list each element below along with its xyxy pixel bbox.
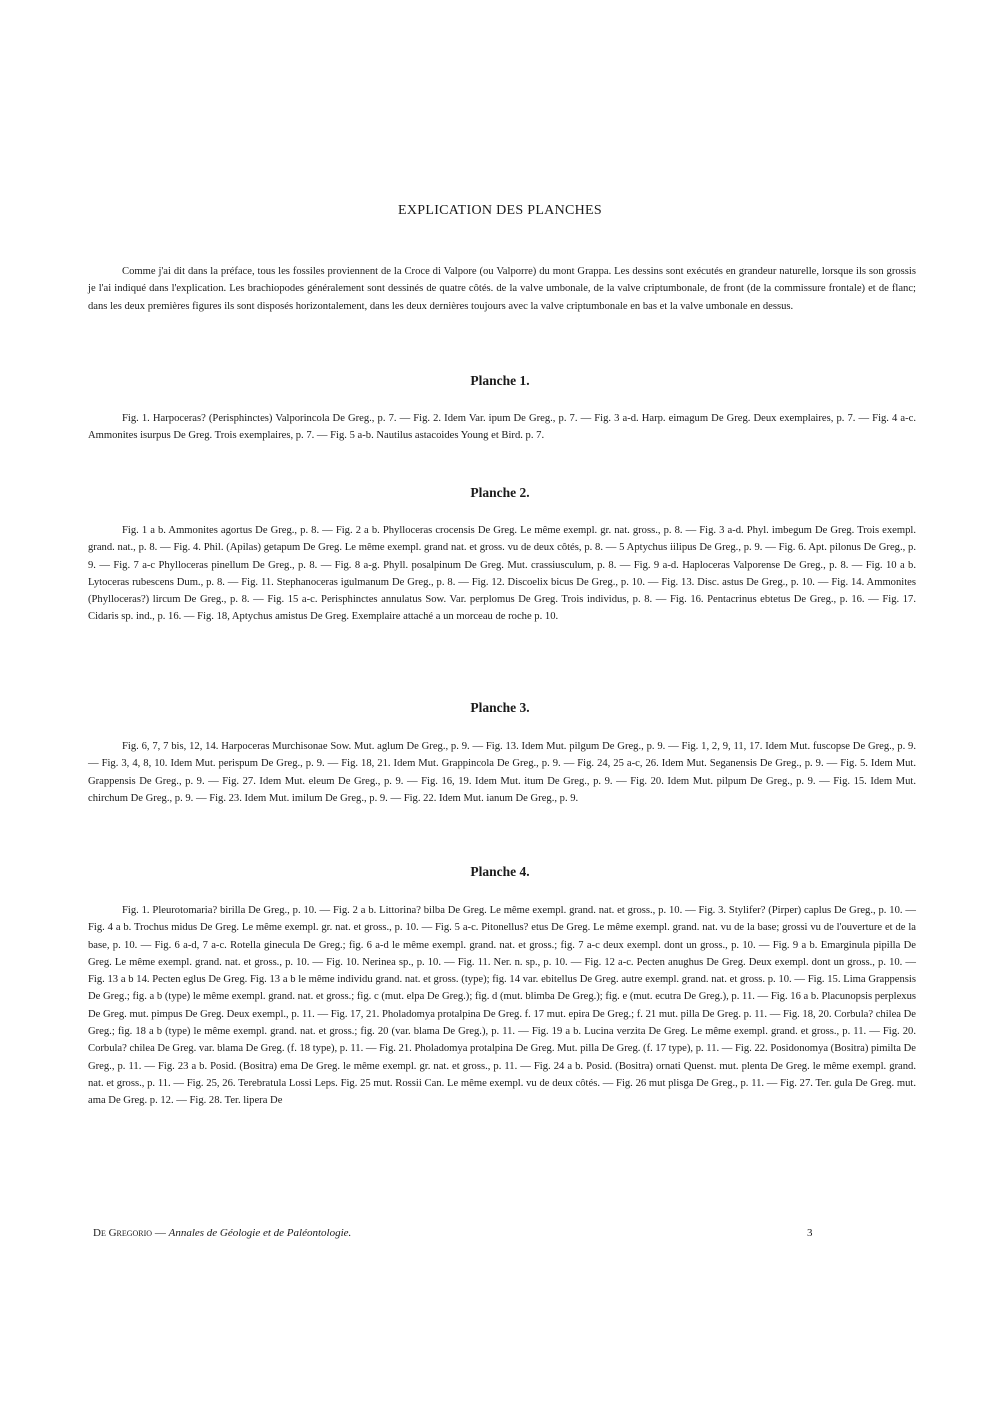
plate-1-text: Fig. 1. Harpoceras? (Perisphinctes) Valporincola De Greg., p. 7. — Fig. 2. Idem Var. ipum De Greg., p. 7. — Fig. 3 a-d. Harp. eimagum De Greg. Deux exemplaires, p. 7. — Fig. 4 a-c. Ammonites isurpus De Greg. Trois exemplaires, p. 7. — Fig. 5 a-b. Nautilus astacoides Young et Bird. p. 7. xyxy=(88,413,916,442)
intro-paragraph: Comme j'ai dit dans la préface, tous les fossiles proviennent de la Croce di Valpore (ou Valporre) du mont Grappa. Les dessins sont exécutés en grandeur naturelle, lorsque ils son grossis je l'ai indiqué dans l'explication. Les brachiopodes généralement sont dessinés de quatre côtés. de la valve umbonale, de la valve criptumbonale, de front (de la commissure frontale) et de flanc; dans les deux premières figures ils sont disposés horizontalement, dans les deux dernières toujours avec la valve criptumbonale en bas et la valve umbonale en dessus. xyxy=(88,266,916,312)
plate-1-title: Planche 1. xyxy=(470,373,530,388)
plate-3-title: Planche 3. xyxy=(470,700,530,715)
page-title: EXPLICATION DES PLANCHES xyxy=(398,203,602,218)
page-number: 3 xyxy=(807,1227,813,1239)
plate-4-title: Planche 4. xyxy=(470,864,530,879)
footer-journal: Annales de Géologie et de Paléontologie. xyxy=(168,1227,352,1239)
plate-4-text: Fig. 1. Pleurotomaria? birilla De Greg., p. 10. — Fig. 2 a b. Littorina? bilba De Greg. Le même exempl. grand. nat. et gross., p. 10. — Fig. 3. Stylifer? (Pirper) caplus De Greg., p. 10. — Fig. 4 a b. Trochus midus De Greg. Le même exempl. gr. nat. et gross., p. 10. — Fig. 5 a-c. Pitonellus? etus De Greg. Le même exempl. grand. nat. vu de la base; grossi vu de l'ouverture et de la base, p. 10. — Fig. 6 a-d, 7 a-c. Rotella ginecula De Greg.; fig. 6 a-d le même exempl. grand. nat. et gross.; fig. 7 a-c deux exempl. dont un gross., p. 10. — Fig. 9 a b. Emarginula pipilla De Greg. Le même exempl. grand. nat. et gross., p. 10. — Fig. 10. Nerinea sp., p. 10. — Fig. 11. Ner. n. sp., p. 10. — Fig. 12 a-c. Pecten anughus De Greg. Deux exempl. dont un gross., p. 10. — Fig. 13 a b 14. Pecten eglus De Greg. Fig. 13 a b le même individu grand. nat. et gross. (type); fig. 14 var. ebitellus De Greg. autre exempl. grand. nat. et gross. p. 10. — Fig. 15. Lima Grappensis De Greg.; fig. a b (type) le même exempl. grand. nat. et gross.; fig. c (mut. elpa De Greg.); fig. d (mut. blimba De Greg.); fig. e (mut. ecutra De Greg.), p. 11. — Fig. 16 a b. Placunopsis perplexus De Greg. mut. pimpus De Greg. Deux exempl., p. 11. — Fig. 17, 21. Pholadomya protalpina De Greg. f. 17 mut. epira De Greg.; f. 21 mut. pilla De Greg. p. 11. — Fig. 18, 20. Corbula? chilea De Greg.; fig. 18 a b (type) le même exempl. grand. nat. et gross.; fig. 20 (var. blama De Greg.), p. 11. — Fig. 19 a b. Lucina verzita De Greg. Le même exempl. grand. et gross., p. 11. — Fig. 20. Corbula? chilea De Greg. var. blama De Greg. (f. 18 type), p. 11. — Fig. 21. Pholadomya protalpina De Greg. Mut. pilla De Greg. (f. 17 type), p. 11. — Fig. 22. Posidonomya (Bositra) pimilta De Greg., p. 11. — Fig. 23 a b. Posid. (Bositra) ema De Greg. le même exempl. gr. nat. et gross., p. 11. — Fig. 24 a b. Posid. (Bositra) ornati Quenst. mut. plenta De Greg. le même exempl. grand. nat. et gross., p. 11. — Fig. 25, 26. Terebratula Lossi Leps. Fig. 25 mut. Rossii Can. Le même exempl. vu de deux côtés. — Fig. 26 mut plisga De Greg., p. 11. — Fig. 27. Ter. gula De Greg. mut. ama De Greg. p. 12. — Fig. 28. Ter. lipera De xyxy=(88,905,917,1107)
page-footer xyxy=(93,1227,823,1239)
plate-3-text: Fig. 6, 7, 7 bis, 12, 14. Harpoceras Murchisonae Sow. Mut. aglum De Greg., p. 9. — Fig. 13. Idem Mut. pilgum De Greg., p. 9. — Fig. 1, 2, 9, 11, 17. Idem Mut. fuscopse De Greg., p. 9. — Fig. 3, 4, 8, 10. Idem Mut. perispum De Greg., p. 9. — Fig. 18, 21. Idem Mut. Grappincola De Greg., p. 9. — Fig. 24, 25 a-c, 26. Idem Mut. Seganensis De Greg., p. 9. — Fig. 5. Idem Mut. Grappensis De Greg., p. 9. — Fig. 27. Idem Mut. eleum De Greg., p. 9. — Fig. 16, 19. Idem Mut. itum De Greg., p. 9. — Fig. 20. Idem Mut. pilpum De Greg., p. 9. — Fig. 15. Idem Mut. chirchum De Greg., p. 9. — Fig. 23. Idem Mut. imilum De Greg., p. 9. — Fig. 22. Idem Mut. ianum De Greg., p. 9. xyxy=(88,741,916,804)
footer-dash: — xyxy=(152,1227,169,1239)
plate-2-title: Planche 2. xyxy=(470,485,530,500)
footer-author: De Gregorio xyxy=(93,1227,153,1239)
plate-2-text: Fig. 1 a b. Ammonites agortus De Greg., p. 8. — Fig. 2 a b. Phylloceras crocensis De Greg. Le même exempl. gr. nat. gross., p. 8. — Fig. 3 a-d. Phyl. imbegum De Greg. Trois exempl. grand. nat., p. 8. — Fig. 4. Phil. (Apilas) getapum De Greg. Le même exempl. grand nat. et gross. vu de deux côtés, p. 8. — 5 Aptychus iilipus De Greg., p. 9. — Fig. 6. Apt. pilonus De Greg., p. 9. — Fig. 7 a-c Phylloceras pinellum De Greg., p. 8. — Fig. 8 a-g. Phyll. posalpinum De Greg. Mut. crassiusculum, p. 8. — Fig. 9 a-d. Haploceras Valporense De Greg., p. 8. — Fig. 10 a b. Lytoceras rubescens Dum., p. 8. — Fig. 11. Stephanoceras igulmanum De Greg., p. 8. — Fig. 12. Discoelix bicus De Greg., p. 10. — Fig. 13. Disc. astus De Greg., p. 10. — Fig. 14. Ammonites (Phylloceras?) lircum De Greg., p. 8. — Fig. 15 a-c. Perisphinctes annulatus Sow. Var. perplomus De Greg. Trois individus, p. 8. — Fig. 16. Pentacrinus ebtetus De Greg., p. 16. — Fig. 17. Cidaris sp. ind., p. 16. — Fig. 18, Aptychus amistus De Greg. Exemplaire attaché a un morceau de roche p. 10. xyxy=(88,525,916,623)
